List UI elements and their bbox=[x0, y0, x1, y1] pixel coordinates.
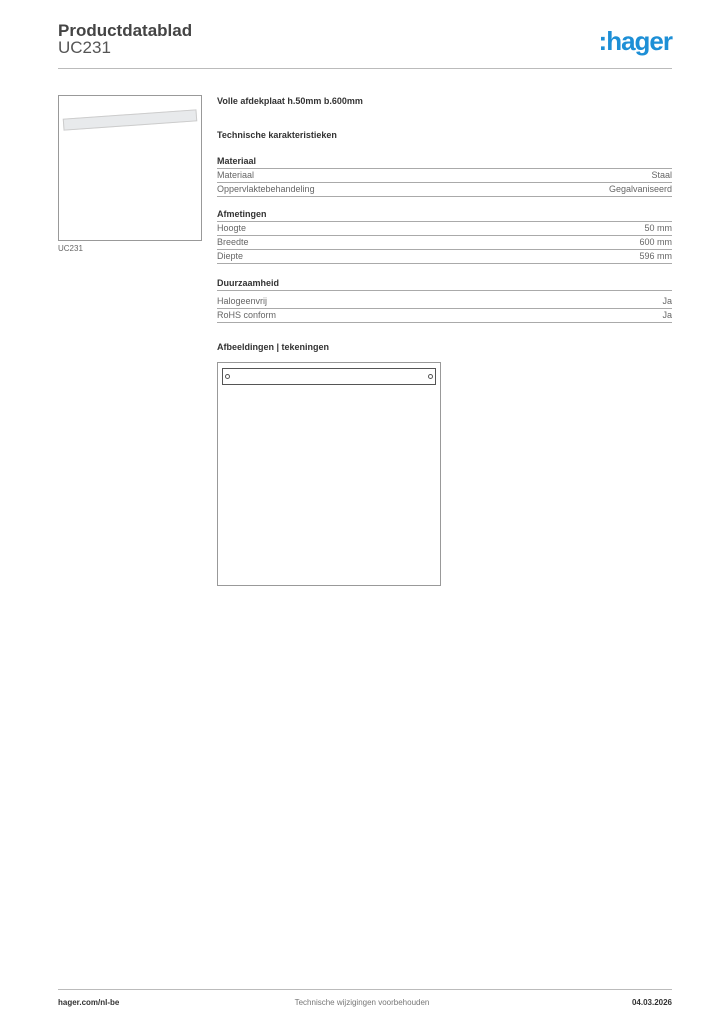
spec-label: Oppervlaktebehandeling bbox=[217, 184, 315, 194]
footer-url[interactable]: hager.com/nl-be bbox=[58, 998, 120, 1007]
section-materiaal bbox=[217, 156, 672, 197]
spec-row bbox=[217, 222, 672, 236]
spec-row bbox=[217, 236, 672, 250]
spec-value: Staal bbox=[651, 170, 672, 180]
hager-logo: :hager bbox=[598, 26, 672, 56]
spec-label: Breedte bbox=[217, 237, 249, 247]
spec-label: RoHS conform bbox=[217, 310, 277, 320]
spec-value: 600 mm bbox=[639, 237, 672, 247]
technical-drawing bbox=[217, 362, 441, 586]
spec-label: Diepte bbox=[217, 251, 244, 261]
spec-row bbox=[217, 183, 672, 197]
spec-row bbox=[217, 169, 672, 183]
spec-row bbox=[217, 295, 672, 309]
logo-text: hager bbox=[606, 26, 672, 56]
spec-label: Hoogte bbox=[217, 223, 247, 233]
footer-divider bbox=[58, 989, 672, 990]
mounting-hole bbox=[225, 374, 230, 379]
spec-row bbox=[217, 309, 672, 323]
spec-row bbox=[217, 250, 672, 264]
spec-value: Ja bbox=[662, 310, 672, 320]
image-caption: UC231 bbox=[58, 244, 83, 253]
drawings-heading: Afbeeldingen | tekeningen bbox=[217, 342, 330, 352]
product-name: Volle afdekplaat h.50mm b.600mm bbox=[217, 96, 363, 106]
cover-plate-image bbox=[63, 109, 198, 130]
footer-notice: Technische wijzigingen voorbehouden bbox=[294, 998, 430, 1007]
tech-heading: Technische karakteristieken bbox=[217, 130, 337, 140]
section-afmetingen bbox=[217, 209, 672, 264]
spec-value: Gegalvaniseerd bbox=[608, 184, 672, 194]
mounting-hole bbox=[428, 374, 433, 379]
section-title: Materiaal bbox=[217, 156, 672, 169]
product-image bbox=[58, 95, 202, 241]
page-title: Productdatablad bbox=[58, 21, 193, 40]
header-divider bbox=[58, 68, 672, 69]
section-title: Duurzaamheid bbox=[217, 278, 672, 291]
spec-value: Ja bbox=[662, 296, 672, 306]
spec-value: 50 mm bbox=[644, 223, 672, 233]
spec-label: Halogeenvrij bbox=[217, 296, 268, 306]
section-title: Afmetingen bbox=[217, 209, 672, 222]
footer-date: 04.03.2026 bbox=[631, 998, 672, 1007]
plate-outline bbox=[222, 368, 436, 385]
product-code: UC231 bbox=[58, 38, 111, 57]
spec-label: Materiaal bbox=[217, 170, 255, 180]
section-duurzaamheid bbox=[217, 278, 672, 323]
spec-value: 596 mm bbox=[639, 251, 672, 261]
